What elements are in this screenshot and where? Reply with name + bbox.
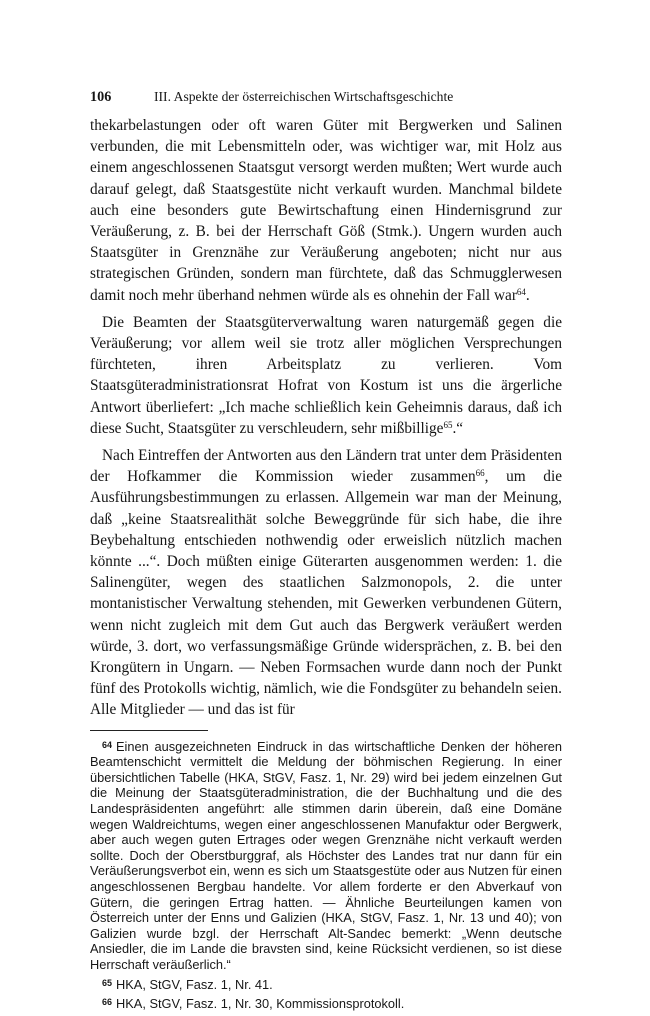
page-number: 106 bbox=[90, 89, 112, 105]
footnote-text: HKA, StGV, Fasz. 1, Nr. 30, Kommissionsprotokoll. bbox=[116, 996, 405, 1012]
paragraph-2 bbox=[90, 312, 562, 439]
paragraph-text: Die Beamten der Staatsgüterverwaltung waren naturgemäß gegen die Veräußerung; vor allem weil sie trotz aller möglichen Versprechungen fürchteten, ihren Arbeitsplatz zu verlieren. Vom Staatsgüteradministrationsrat Hofrat von Kostum ist uns die ärgerliche Antwort überliefert: „Ich mache schließlich kein Geheimnis daraus, daß ich diese Sucht, Staatsgüter zu verschleudern, sehr mißbillige bbox=[90, 313, 562, 437]
footnote-text: Einen ausgezeichneten Eindruck in das wirtschaftliche Denken der höheren Beamtenschicht vermittelt die Meldung der böhmischen Regierung. In einer übersichtlichen Tabelle (HKA, StGV, Fasz. 1, Nr. 29) wird bei jedem einzelnen Gut die Meinung der Staatsgüteradministration, die der Buchhaltung und die des Landespräsidenten angeführt: alle stimmen darin überein, daß eine Domäne wegen Waldreichtums, wegen einer angeschlossenen Manufaktur oder Bergwerk, aber auch wegen guten Ertrages oder wegen Grenznähe nicht verkauft werden sollte. Doch der Oberstburggraf, als Höchster des Landes trat nur dann für ein Veräußerungsverbot ein, wenn es sich um Staatsgestüte oder aus Nutzen für einen angeschlossenen Bergbau handelte. Vor allem forderte er den Abverkauf von Gütern, die geringen Ertrag hatten. — Ähnliche Beurteilungen kamen von Österreich unter der Enns und Galizien (HKA, StGV, Fasz. 1, Nr. 13 und 40); von Galizien wurde bzgl. der Herrschaft Alt-Sandec bemerkt: „Wenn deutsche Ansiedler, die im Lande die bravsten sind, keine Rücksicht verdienen, so ist diese Herrschaft veräußerlich.“ bbox=[90, 738, 562, 972]
footnote-number: 65 bbox=[102, 977, 113, 988]
paragraph-text: . bbox=[525, 286, 530, 304]
paragraph-text: .“ bbox=[452, 419, 464, 437]
body-text bbox=[90, 115, 562, 721]
paragraph-text: Nach Eintreffen der Antworten aus den Ländern trat unter dem Präsidenten der Hofkammer die Kommission wieder zusammen bbox=[90, 447, 562, 486]
footnotes bbox=[90, 739, 562, 1012]
footnote-ref-66[interactable]: 66 bbox=[475, 468, 485, 479]
footnote-64 bbox=[90, 739, 562, 973]
running-head bbox=[90, 88, 562, 106]
paragraph-1 bbox=[90, 115, 562, 306]
footnote-divider bbox=[90, 730, 208, 731]
paragraph-3 bbox=[90, 445, 562, 721]
footnote-text: HKA, StGV, Fasz. 1, Nr. 41. bbox=[116, 976, 273, 992]
footnote-number: 66 bbox=[102, 997, 113, 1008]
paragraph-text: thekarbelastungen oder oft waren Güter mit Bergwerken und Salinen verbunden, die mit Lebensmitteln oder, was wichtiger war, mit Holz aus einem angeschlossenen Staatsgut versorgt werden mußten; Wert wurde auch darauf gelegt, daß Staatsgestüte nicht verkauft wurden. Manchmal bildete auch eine besonders gute Bewirtschaftung einen Hindernisgrund zur Veräußerung, z. B. bei der Herrschaft Göß (Stmk.). Ungern wurden auch Staatsgüter in Grenznähe zur Veräußerung angeboten; nicht nur aus strategischen Gründen, sondern man fürchtete, daß das Schmugglerwesen damit noch mehr überhand nehmen würde als es ohnehin der Fall war bbox=[90, 117, 562, 304]
footnote-ref-65[interactable]: 65 bbox=[443, 419, 453, 430]
running-title: III. Aspekte der österreichischen Wirtschaftsgeschichte bbox=[154, 89, 454, 104]
footnote-66 bbox=[90, 996, 562, 1012]
footnote-number: 64 bbox=[102, 739, 113, 750]
footnote-65 bbox=[90, 977, 562, 993]
footnote-ref-64[interactable]: 64 bbox=[516, 286, 526, 297]
paragraph-text: , um die Ausführungsbestimmungen zu erlassen. Allgemein war man der Meinung, daß „keine Staatsrealithät solche Beweggründe für sich habe, die ihre Beybehaltung entschieden nothwendig oder erweislich nützlich machen könnte ...“. Doch müßten einige Güterarten ausgenommen werden: 1. die Salinengüter, wegen des staatlichen Salzmonopols, 2. die unter montanistischer Verwaltung stehenden, mit Gewerken verbundenen Gütern, wenn nicht zugleich mit dem Gut auch das Bergwerk veräußert werden würde, 3. dort, wo verfassungsmäßige Gründe widersprächen, z. B. bei den Krongütern in Ungarn. — Neben Formsachen wurde dann noch der Punkt fünf des Protokolls wichtig, nämlich, wie die Fondsgüter zu behandeln seien. Alle Mitglieder — und das ist für bbox=[90, 468, 562, 719]
book-page bbox=[90, 88, 562, 1016]
